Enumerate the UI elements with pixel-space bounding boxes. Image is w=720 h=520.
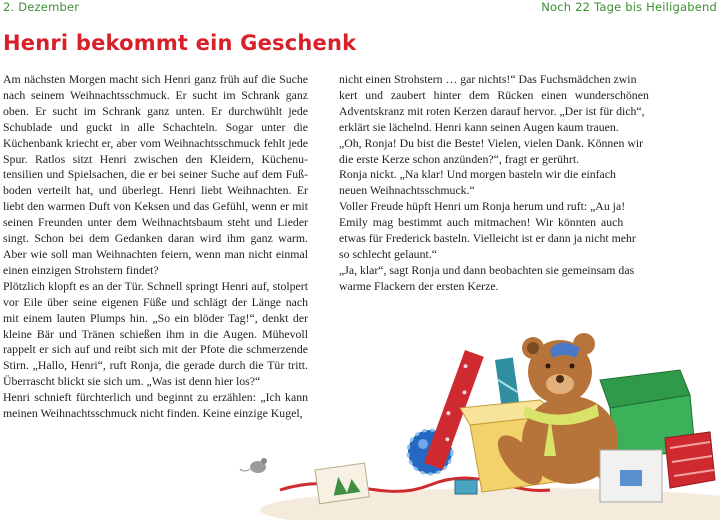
gift-box-white bbox=[600, 450, 662, 502]
story-paragraph: Henri schnieft fürchterlich und beginnt zu erzählen: „Ich kann meinen Weihnachtsschmuck nicht finden. Keine einzige Kugel, bbox=[3, 390, 308, 421]
story-line: Emily mag bestimmt auch mitmachen! Wir könnten auch bbox=[339, 215, 624, 230]
story-title: Henri bekommt ein Geschenk bbox=[3, 31, 357, 55]
chapter-date: 2. Dezember bbox=[3, 0, 80, 14]
story-line: warme Flackern der ersten Kerze. bbox=[339, 278, 499, 293]
story-paragraph: Am nächsten Morgen macht sich Henri ganz früh auf die Suche nach seinem Weihnachtsschmuck. Er sucht im Schrank ganz oben. Er sucht im Schrank ganz unten. Er durchwühlt jede Schublade und guckt in alle Schachteln. Sogar unter die Küchenbank kriecht er, aber vom Weihnachtsschmuck fehlt jede Spur. Ratlos sitzt Henri zwischen den Kleidern, Küchenutensilien und Spielsachen, die er bei seiner Suche auf dem Fußboden verteilt hat, und überlegt. Henri liebt Weihnachten. Er liebt den warmen Duft von Keksen und das Gefühl, wenn er mit seinen Freunden unter dem Weihnachtsbaum steht und Lieder singt. Schon bei dem Gedanken daran wird ihm ganz warm. Aber wie soll man Weihnachten feiern, wenn man nicht einmal einen einzigen Strohstern findet? bbox=[3, 72, 308, 277]
story-line: „Oh, Ronja! Du bist die Beste! Vielen, vielen Dank. Können wir bbox=[339, 135, 644, 150]
story-line: so schlecht gelaunt.“ bbox=[339, 246, 437, 261]
story-line: neuen Weihnachtsschmuck.“ bbox=[339, 183, 475, 198]
story-paragraph: Plötzlich klopft es an der Tür. Schnell springt Henri auf, stolpert vor Eile über seine eigenen Füße und schlägt der Länge nach mit einem lauten Plumps hin. „So ein blöder Tag!“, denkt der kleine Bär und Tränen schießen ihm in die Augen. Mühevoll rappelt er sich auf und reibt sich mit der Pfote die schmerzende Stirn. „Hallo, Henri“, ruft Ronja, die gerade durch die Tür tritt. Überrascht blickt sie sich um. „Was ist denn hier los?“ bbox=[3, 278, 308, 389]
story-line: Adventskranz mit roten Kerzen darauf hervor. „Der ist für dich“, bbox=[339, 103, 645, 118]
story-line: kert und zaubert hinter dem Rücken einen wunderschönen bbox=[339, 87, 649, 102]
toy-block bbox=[455, 480, 477, 494]
story-line: erklärt sie lächelnd. Henri kann seinen Augen kaum trauen. bbox=[339, 119, 619, 134]
bear-among-presents-illustration bbox=[220, 320, 720, 520]
story-line: Ronja nickt. „Na klar! Und morgen basteln wir die einfach bbox=[339, 167, 616, 182]
gift-box-red bbox=[665, 432, 715, 488]
story-line: nicht einen Strohstern … gar nichts!“ Das Fuchsmädchen zwin bbox=[339, 72, 637, 86]
story-right-column bbox=[339, 72, 651, 295]
days-until-christmas: Noch 22 Tage bis Heiligabend bbox=[541, 0, 717, 14]
story-line: „Ja, klar“, sagt Ronja und dann beobachten sie gemeinsam das bbox=[339, 262, 635, 277]
christmas-card bbox=[315, 463, 369, 504]
mouse-toy bbox=[240, 458, 267, 473]
story-line: die erste Kerze schon anzünden?“, fragt er gerührt. bbox=[339, 151, 580, 166]
story-line: etwas für Frederick basteln. Vielleicht ist er dann ja nicht mehr bbox=[339, 231, 636, 246]
story-line: Voller Freude hüpft Henri um Ronja herum und ruft: „Au ja! bbox=[339, 199, 626, 214]
